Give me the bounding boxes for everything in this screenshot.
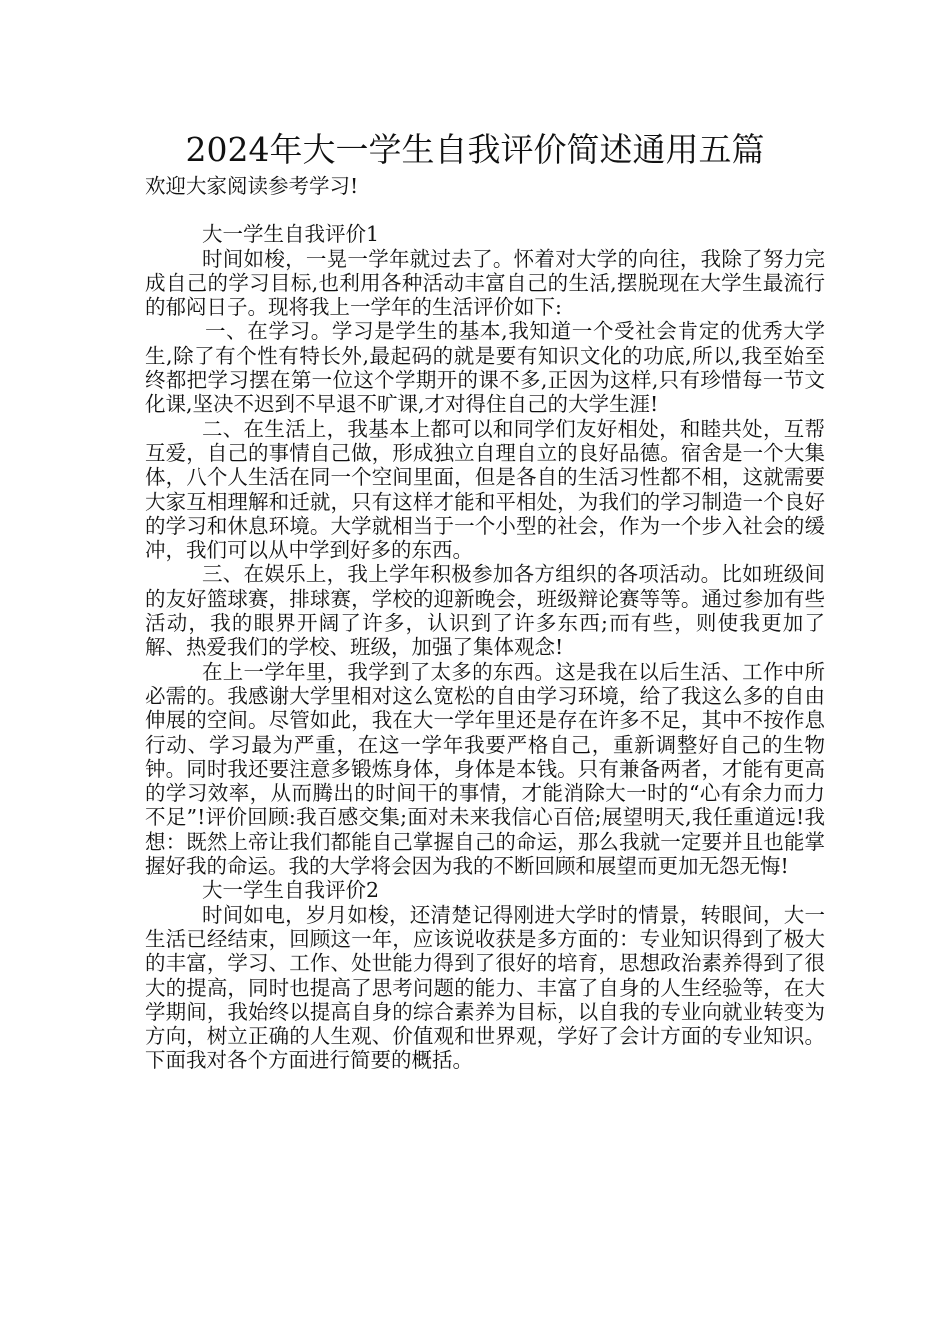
paragraph: 在上一学年里，我学到了太多的东西。这是我在以后生活、工作中所必需的。我感谢大学里相对这么宽松的自由学习环境，给了我这么多的自由伸展的空间。尽管如此，我在大一学年里还是存在许多不足，其中不按作息行动、学习最为严重，在这一学年我要严格自己，重新调整好自己的生物钟。同时我还要注意多锻炼身体，身体是本钱。只有兼备两者，才能有更高的学习效率，从而腾出的时间干的事情，才能消除大一时的“心有余力而力不足”!评价回顾:我百感交集;面对未来我信心百倍;展望明天,我任重道远!我想：既然上帝让我们都能自己掌握自己的命运，那么我就一定要并且也能掌握好我的命运。我的大学将会因为我的不断回顾和展望而更加无怨无悔!: [145, 659, 825, 879]
paragraph: 时间如电，岁月如梭，还清楚记得刚进大学时的情景，转眼间，大一生活已经结束，回顾这一年，应该说收获是多方面的：专业知识得到了极大的丰富，学习、工作、处世能力得到了很好的培育，思想政治素养得到了很大的提高，同时也提高了思考问题的能力、丰富了自身的人生经验等，在大学期间，我始终以提高自身的综合素养为目标，以自我的专业向就业转变为方向，树立正确的人生观、价值观和世界观，学好了会计方面的专业知识。下面我对各个方面进行简要的概括。: [145, 902, 825, 1073]
paragraph: 一、在学习。学习是学生的基本,我知道一个受社会肯定的优秀大学生,除了有个性有特长外,最起码的就是要有知识文化的功底,所以,我至始至终都把学习摆在第一位这个学期开的课不多,正因为这样,只有珍惜每一节文化课,坚决不迟到不早退不旷课,才对得住自己的大学生涯!: [145, 319, 825, 417]
paragraph: 三、在娱乐上，我上学年积极参加各方组织的各项活动。比如班级间的友好篮球赛，排球赛，学校的迎新晚会，班级辩论赛等等。通过参加有些活动，我的眼界开阔了许多，认识到了许多东西;而有些，则使我更加了解、热爱我们的学校、班级，加强了集体观念!: [145, 562, 825, 660]
section-heading: 大一学生自我评价2: [202, 878, 380, 903]
document-title: 2024年大一学生自我评价简述通用五篇: [185, 130, 765, 169]
greeting-text: 欢迎大家阅读参考学习!: [145, 174, 359, 198]
section-heading: 大一学生自我评价1: [202, 222, 380, 247]
document-body: [145, 174, 825, 1073]
paragraph: 时间如梭，一晃一学年就过去了。怀着对大学的向往，我除了努力完成自己的学习目标,也利用各种活动丰富自己的生活,摆脱现在大学生最流行的郁闷日子。现将我上一学年的生活评价如下:: [145, 246, 825, 320]
paragraph: 二、在生活上，我基本上都可以和同学们友好相处，和睦共处，互帮互爱，自己的事情自己做，形成独立自理自立的良好品德。宿舍是一个大集体，八个人生活在同一个空间里面，但是各自的生活习性都不相，这就需要大家互相理解和迁就，只有这样才能和平相处，为我们的学习制造一个良好的学习和休息环境。大学就相当于一个小型的社会，作为一个步入社会的缓冲，我们可以从中学到好多的东西。: [145, 416, 825, 563]
